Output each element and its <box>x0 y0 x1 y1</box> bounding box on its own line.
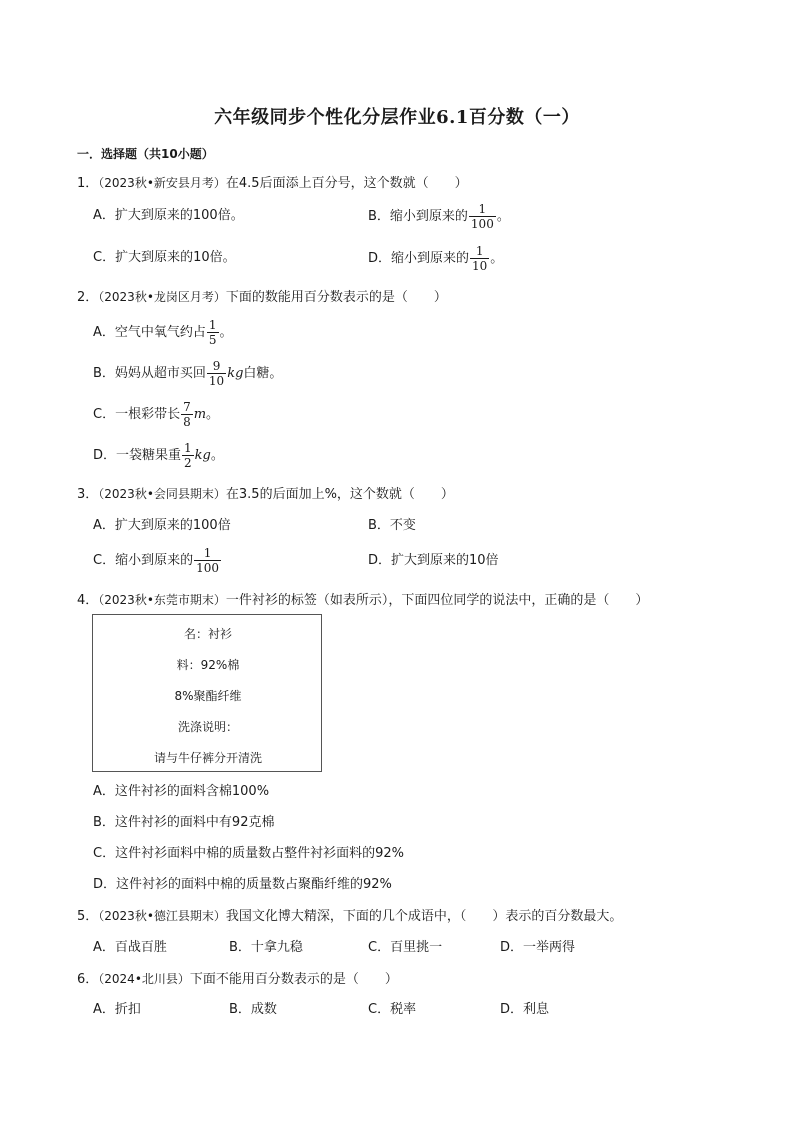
label-line: 名：衬衫 <box>183 627 232 641</box>
question-5-stem <box>77 908 622 925</box>
q3-option-d: D．扩大到原来的10倍 <box>368 553 499 568</box>
q5-option-a: A．百战百胜 <box>93 940 167 955</box>
q3-option-c: C．缩小到原来的 $\frac{1}{100}$ <box>93 546 219 575</box>
question-number: 2． <box>77 290 99 305</box>
q1-option-b: B．缩小到原来的 $\frac{1}{100}$ 。 <box>368 202 510 231</box>
fraction: $\frac{1}{10}$ <box>472 244 488 273</box>
fraction: $\frac{1}{100}$ <box>470 202 494 231</box>
label-line: 料：92%棉 <box>176 658 240 672</box>
label-line: 请与牛仔裤分开清洗 <box>153 751 262 765</box>
q4-option-d: D．这件衬衫的面料中棉的质量数占聚酯纤维的92% <box>93 877 392 892</box>
question-text: 在4.5后面添上百分号，这个数就（ ） <box>225 176 468 191</box>
question-number: 1． <box>77 176 99 191</box>
page-title: 六年级同步个性化分层作业6.1百分数（一） <box>214 107 580 128</box>
section-heading: 一．选择题（共10小题） <box>77 147 214 161</box>
question-text: 下面的数能用百分数表示的是（ ） <box>225 290 447 305</box>
question-source: （2023秋•东莞市期末） <box>98 593 226 607</box>
question-source: （2023秋•德江县期末） <box>98 909 226 923</box>
q5-option-b: B．十拿九稳 <box>229 940 303 955</box>
q4-option-c: C．这件衬衫面料中棉的质量数占整件衬衫面料的92% <box>93 846 404 861</box>
question-1-stem <box>77 175 468 192</box>
question-source: （2023秋•新安县月考） <box>98 176 226 190</box>
question-2-stem <box>77 289 447 306</box>
fraction: $\frac{1}{2}$ <box>184 441 192 470</box>
question-3-stem <box>77 486 454 503</box>
question-number: 5． <box>77 909 99 924</box>
label-line: 洗涤说明： <box>177 720 238 734</box>
fraction: $\frac{9}{10}$ <box>208 359 225 388</box>
q3-option-a: A．扩大到原来的100倍 <box>93 518 231 533</box>
question-6-stem <box>77 971 398 988</box>
fraction: $\frac{1}{5}$ <box>208 318 217 347</box>
q2-option-d: D．一袋糖果重 $\frac{1}{2}$ kg。 <box>93 441 224 470</box>
question-text: 一件衬衫的标签（如表所示），下面四位同学的说法中，正确的是（ ） <box>225 593 649 608</box>
question-text: 我国文化博大精深，下面的几个成语中，（ ）表示的百分数最大。 <box>225 909 623 924</box>
clothing-label-box <box>92 614 322 772</box>
q2-option-a: A．空气中氧气约占 $\frac{1}{5}$ 。 <box>93 318 233 347</box>
q5-option-c: C．百里挑一 <box>368 940 443 955</box>
question-text: 在3.5的后面加上%，这个数就（ ） <box>225 487 454 502</box>
q6-option-b: B．成数 <box>229 1002 277 1017</box>
question-number: 4． <box>77 593 99 608</box>
q2-option-c: C．一根彩带长 $\frac{7}{8}$ m。 <box>93 400 220 429</box>
question-source: （2024•北川县） <box>98 972 190 986</box>
q1-option-d: D．缩小到原来的 $\frac{1}{10}$ 。 <box>368 244 504 273</box>
q1-option-a: A．扩大到原来的100倍。 <box>93 208 244 223</box>
question-source: （2023秋•会同县期末） <box>98 487 226 501</box>
question-4-stem <box>77 592 648 609</box>
q6-option-a: A．折扣 <box>93 1002 141 1017</box>
question-text: 下面不能用百分数表示的是（ ） <box>189 972 398 987</box>
q4-option-a: A．这件衬衫的面料含棉100% <box>93 784 270 799</box>
label-line: 8%聚酯纤维 <box>174 689 242 703</box>
q5-option-d: D．一举两得 <box>500 940 576 955</box>
q4-option-b: B．这件衬衫的面料中有92克棉 <box>93 815 275 830</box>
q2-option-b: B．妈妈从超市买回 $\frac{9}{10}$ kg白糖。 <box>93 359 283 388</box>
fraction: $\frac{1}{100}$ <box>196 546 219 575</box>
q1-option-c: C．扩大到原来的10倍。 <box>93 250 236 265</box>
fraction: $\frac{7}{8}$ <box>183 400 191 429</box>
question-number: 3． <box>77 487 99 502</box>
q3-option-b: B．不变 <box>368 518 416 533</box>
q6-option-c: C．税率 <box>368 1002 417 1017</box>
question-source: （2023秋•龙岗区月考） <box>98 290 226 304</box>
q6-option-d: D．利息 <box>500 1002 550 1017</box>
question-number: 6． <box>77 972 99 987</box>
